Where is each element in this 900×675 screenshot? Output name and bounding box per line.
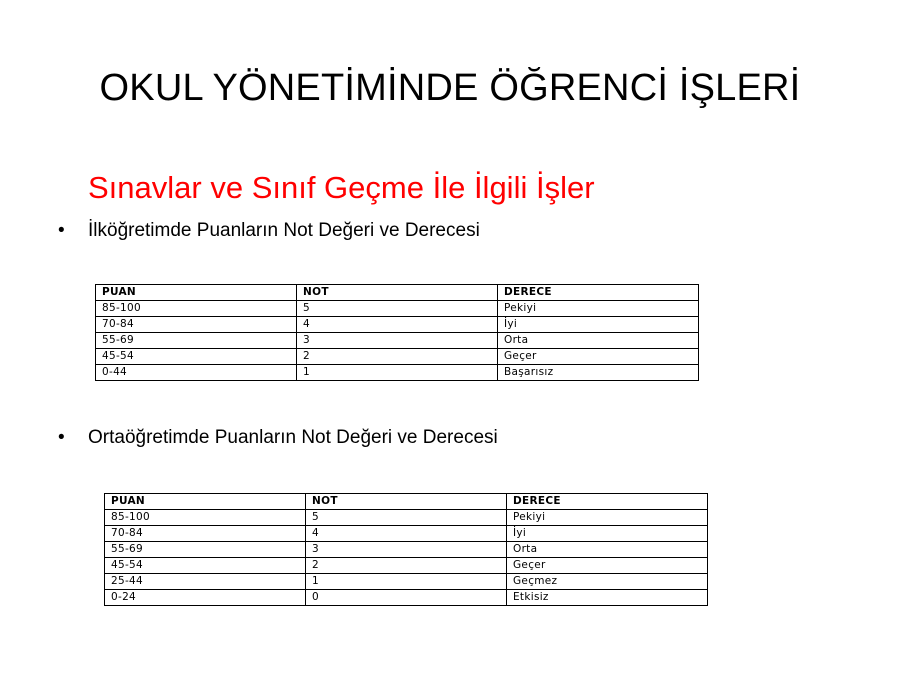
ortaogretim-grade-table [104,493,708,606]
table-row [105,574,708,590]
column-header-puan: PUAN [105,494,306,510]
table-cell: Pekiyi [507,510,708,526]
table-row [96,365,699,381]
table-cell: Orta [507,542,708,558]
table-cell: 3 [306,542,507,558]
table-row [96,317,699,333]
ilkogretim-grade-table [95,284,699,381]
table-cell: 2 [297,349,498,365]
table-cell: 85-100 [105,510,306,526]
column-header-puan: PUAN [96,285,297,301]
slide-subtitle: Sınavlar ve Sınıf Geçme İle İlgili İşler [88,170,595,205]
table-row [96,301,699,317]
table-row [105,526,708,542]
table-cell: 2 [306,558,507,574]
table-cell: 85-100 [96,301,297,317]
table-cell: 70-84 [105,526,306,542]
table-row [105,590,708,606]
column-header-not: NOT [306,494,507,510]
table-cell: 55-69 [105,542,306,558]
table-row [105,510,708,526]
table-row [96,333,699,349]
table-cell: Geçmez [507,574,708,590]
table-cell: 45-54 [96,349,297,365]
table-header-row [96,285,699,301]
table-row [105,542,708,558]
table-cell: 4 [306,526,507,542]
table-cell: Geçer [507,558,708,574]
table-cell: 5 [306,510,507,526]
table-cell: 70-84 [96,317,297,333]
column-header-derece: DERECE [507,494,708,510]
table-cell: 5 [297,301,498,317]
table-cell: İyi [507,526,708,542]
table-cell: 55-69 [96,333,297,349]
table-cell: Başarısız [498,365,699,381]
slide-title: OKUL YÖNETİMİNDE ÖĞRENCİ İŞLERİ [99,67,801,109]
table-cell: 25-44 [105,574,306,590]
table-cell: Etkisiz [507,590,708,606]
table-cell: İyi [498,317,699,333]
column-header-derece: DERECE [498,285,699,301]
table-cell: 1 [297,365,498,381]
table-cell: 1 [306,574,507,590]
bullet-text: İlköğretimde Puanların Not Değeri ve Derecesi [88,220,480,241]
table-row [96,349,699,365]
table-cell: Orta [498,333,699,349]
table-cell: 4 [297,317,498,333]
table-cell: 0-24 [105,590,306,606]
table-cell: Geçer [498,349,699,365]
table-row [105,558,708,574]
table-cell: 3 [297,333,498,349]
table-header-row [105,494,708,510]
table-cell: Pekiyi [498,301,699,317]
column-header-not: NOT [297,285,498,301]
table-cell: 0 [306,590,507,606]
bullet-icon: • [58,427,65,448]
bullet-text: Ortaöğretimde Puanların Not Değeri ve Derecesi [88,427,498,448]
table-cell: 0-44 [96,365,297,381]
table-cell: 45-54 [105,558,306,574]
bullet-icon: • [58,220,65,241]
